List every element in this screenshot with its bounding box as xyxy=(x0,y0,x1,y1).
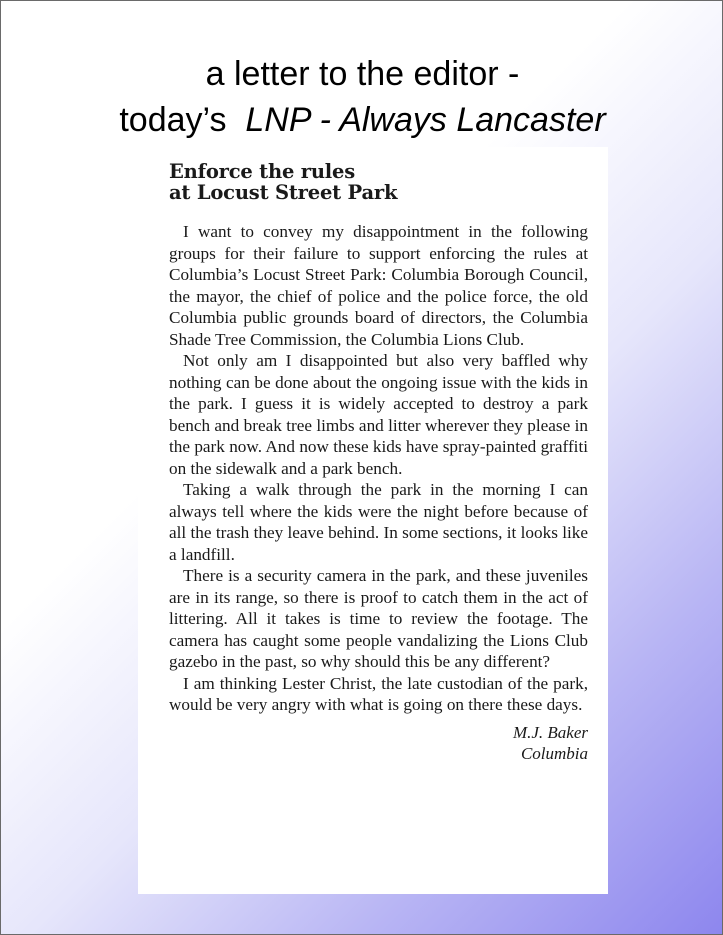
letter-headline xyxy=(169,161,588,203)
newspaper-name: LNP - Always Lancaster xyxy=(245,101,606,139)
letter-paragraph: Taking a walk through the park in the morning I can always tell where the kids were the night before because of all the trash they leave behind. In some sections, it looks like a landfill. xyxy=(169,480,588,564)
headline-line-1: Enforce the rules xyxy=(169,160,356,183)
letter-body xyxy=(169,221,588,716)
slide-title xyxy=(1,51,723,143)
letter-paragraph: There is a security camera in the park, and these juveniles are in its range, so there is proof to catch them in the act of littering. All it takes is time to review the footage. The camera has caught some people vandalizing the Lions Club gazebo in the past, so why should this be any different? xyxy=(169,566,588,671)
letter-paragraph: Not only am I disappointed but also very baffled why nothing can be done about the ongoing issue with the kids in the park. I guess it is widely accepted to destroy a park bench and break tree limbs and litter wherever they please in the park now. And now these kids have spray-painted graffiti on the sidewalk and a park bench. xyxy=(169,351,588,478)
headline-line-2: at Locust Street Park xyxy=(169,181,398,204)
author-name: M.J. Baker xyxy=(512,722,588,742)
letter-paragraph: I am thinking Lester Christ, the late custodian of the park, would be very angry with what is going on there these days. xyxy=(169,673,588,714)
letter-signature xyxy=(169,722,588,764)
slide-title-line-2 xyxy=(1,97,723,143)
slide-title-line-1: a letter to the editor - xyxy=(205,55,520,93)
slide-title-prefix: today’s xyxy=(119,101,246,139)
author-location: Columbia xyxy=(520,743,588,763)
letter-paragraph: I want to convey my disappointment in the following groups for their failure to support enforcing the rules at Columbia’s Locust Street Park: Columbia Borough Council, the mayor, the chief of police and the police force, the old Columbia public grounds board of directors, the Columbia Shade Tree Commission, the Columbia Lions Club. xyxy=(169,222,588,349)
newspaper-clipping xyxy=(138,147,608,894)
